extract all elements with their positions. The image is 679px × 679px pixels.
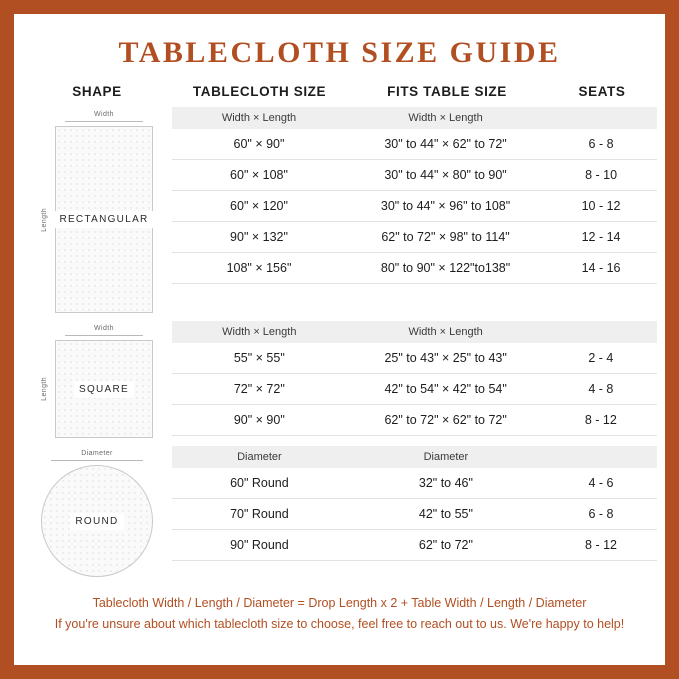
table-row — [172, 374, 657, 405]
subheader-seats — [545, 321, 657, 343]
cell-size: 108" × 156" — [172, 253, 346, 284]
cell-fits: 62" to 72" × 62" to 72" — [347, 405, 545, 436]
cell-seats: 8 - 12 — [545, 405, 657, 436]
dimension-label-width: Width — [94, 325, 114, 332]
table-row — [172, 191, 657, 222]
subheader-size: Diameter — [172, 446, 347, 468]
table-row — [172, 499, 657, 530]
cell-size: 60" × 120" — [172, 191, 346, 222]
table-row — [172, 343, 657, 374]
cell-size: 70" Round — [172, 499, 347, 530]
cell-size: 60" × 108" — [172, 160, 346, 191]
subheader-row — [172, 321, 657, 343]
cell-seats: 4 - 8 — [545, 374, 657, 405]
cell-fits: 42" to 55" — [347, 499, 545, 530]
table-row — [172, 253, 657, 284]
table-row — [172, 129, 657, 160]
page-title: TABLECLOTH SIZE GUIDE — [118, 36, 561, 69]
cell-size: 72" × 72" — [172, 374, 347, 405]
subheader-size: Width × Length — [172, 321, 347, 343]
cell-size: 90" Round — [172, 530, 347, 561]
shape-label-round: ROUND — [70, 513, 123, 530]
dimension-arrow-horizontal — [41, 458, 153, 463]
subheader-size: Width × Length — [172, 107, 346, 129]
cell-fits: 30" to 44" × 96" to 108" — [346, 191, 545, 222]
cell-fits: 25" to 43" × 25" to 43" — [347, 343, 545, 374]
cell-seats: 10 - 12 — [545, 191, 657, 222]
table-row — [172, 468, 657, 499]
subheader-seats — [545, 107, 657, 129]
dimension-label-width: Width — [94, 111, 114, 118]
column-header-tablecloth-size: TABLECLOTH SIZE — [192, 84, 327, 99]
column-header-fits-table-size: FITS TABLE SIZE — [387, 84, 507, 99]
table-rectangular — [172, 107, 657, 313]
section-round — [14, 446, 665, 577]
cell-fits: 62" to 72" — [347, 530, 545, 561]
subheader-seats — [545, 446, 657, 468]
cell-fits: 32" to 46" — [347, 468, 545, 499]
footer-help: If you're unsure about which tablecloth size to choose, feel free to reach out to us. We're happy to help! — [54, 617, 625, 632]
cell-seats: 14 - 16 — [545, 253, 657, 284]
shape-label-rectangular: RECTANGULAR — [54, 211, 153, 228]
cell-fits: 30" to 44" × 80" to 90" — [346, 160, 545, 191]
shape-diagram-square — [22, 321, 172, 438]
dimension-label-length: Length — [41, 207, 48, 232]
subheader-row — [172, 446, 657, 468]
square-swatch — [55, 340, 153, 438]
table-row — [172, 530, 657, 561]
subheader-fits: Width × Length — [347, 321, 545, 343]
dimension-label-diameter: Diameter — [81, 450, 113, 457]
cell-seats: 4 - 6 — [545, 468, 657, 499]
cell-fits: 30" to 44" × 62" to 72" — [346, 129, 545, 160]
cell-size: 55" × 55" — [172, 343, 347, 374]
shape-diagram-round — [22, 446, 172, 577]
table-row — [172, 222, 657, 253]
subheader-fits: Diameter — [347, 446, 545, 468]
cell-seats: 6 - 8 — [545, 129, 657, 160]
shape-label-square: SQUARE — [74, 381, 134, 398]
footer-notes — [14, 593, 665, 636]
cell-size: 60" × 90" — [172, 129, 346, 160]
cell-seats: 2 - 4 — [545, 343, 657, 374]
shape-diagram-rectangular — [22, 107, 172, 313]
column-header-seats: SEATS — [578, 84, 626, 99]
table-round — [172, 446, 657, 577]
column-header-shape: SHAPE — [72, 84, 122, 99]
rectangle-swatch — [55, 126, 153, 313]
column-headers — [14, 84, 665, 99]
dimension-arrow-horizontal — [55, 119, 153, 124]
table-square — [172, 321, 657, 438]
subheader-fits: Width × Length — [346, 107, 545, 129]
cell-fits: 62" to 72" × 98" to 114" — [346, 222, 545, 253]
cell-size: 60" Round — [172, 468, 347, 499]
cell-seats: 8 - 10 — [545, 160, 657, 191]
cell-seats: 12 - 14 — [545, 222, 657, 253]
cell-seats: 8 - 12 — [545, 530, 657, 561]
table-row — [172, 160, 657, 191]
guide-page — [14, 14, 665, 665]
cell-fits: 80" to 90" × 122"to138" — [346, 253, 545, 284]
subheader-row — [172, 107, 657, 129]
dimension-label-length: Length — [41, 377, 48, 401]
dimension-arrow-horizontal — [55, 333, 153, 338]
cell-fits: 42" to 54" × 42" to 54" — [347, 374, 545, 405]
cell-size: 90" × 90" — [172, 405, 347, 436]
section-rectangular — [14, 107, 665, 313]
table-row — [172, 405, 657, 436]
footer-formula: Tablecloth Width / Length / Diameter = Drop Length x 2 + Table Width / Length / Diameter — [92, 596, 587, 610]
cell-seats: 6 - 8 — [545, 499, 657, 530]
circle-swatch — [41, 465, 153, 577]
section-square — [14, 321, 665, 438]
cell-size: 90" × 132" — [172, 222, 346, 253]
